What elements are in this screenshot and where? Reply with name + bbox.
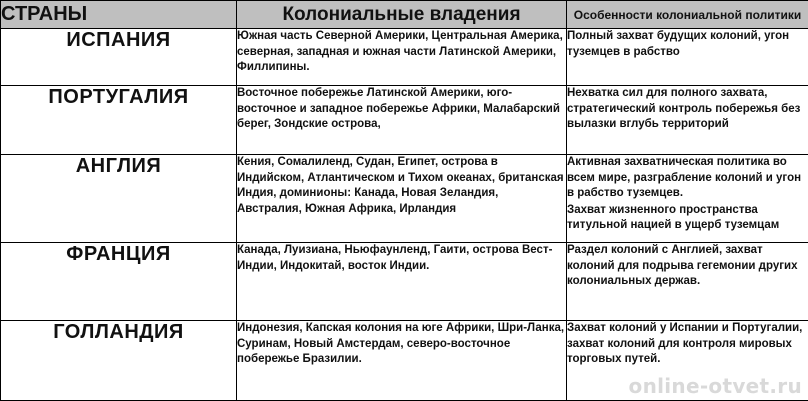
header-holdings: Колониальные владения <box>237 1 567 29</box>
holdings-cell: Кения, Сомалиленд, Судан, Египет, острова в Индийском, Атлантическом и Тихом океанах, британская Индия, доминионы: Канада, Новая Зеландия, Австралия, Южная Африка, Ирландия <box>237 155 567 243</box>
header-countries: СТРАНЫ <box>1 1 237 29</box>
country-cell: ПОРТУГАЛИЯ <box>1 86 237 155</box>
country-cell: ГОЛЛАНДИЯ <box>1 321 237 401</box>
policy-text-extra: Захват жизненного пространства титульной нацией в ущерб туземцам <box>567 203 808 234</box>
table-row <box>1 243 808 321</box>
policy-text: Нехватка сил для полного захвата, стратегический контроль побережья без вылазки вглубь территорий <box>567 87 800 130</box>
country-cell: ИСПАНИЯ <box>1 29 237 86</box>
table-row <box>1 155 808 243</box>
policy-text: Раздел колоний с Англией, захват колоний для подрыва гегемонии других колониальных держав. <box>567 244 798 287</box>
header-row <box>1 1 808 29</box>
holdings-cell: Канада, Луизиана, Ньюфаунленд, Гаити, острова Вест-Индии, Индокитай, восток Индии. <box>237 243 567 321</box>
header-policy: Особенности колониальной политики <box>567 1 808 29</box>
policy-cell <box>567 155 808 243</box>
country-cell: АНГЛИЯ <box>1 155 237 243</box>
policy-text: Захват колоний у Испании и Португалии, захват колоний для контроля мировых торговых путей. <box>567 322 802 365</box>
table-row <box>1 29 808 86</box>
holdings-cell: Восточное побережье Латинской Америки, юго-восточное и западное побережье Африки, Малабарский берег, Зондские острова, <box>237 86 567 155</box>
policy-text: Активная захватническая политика во всем мире, разграбление колоний и угон в рабство туземцев. <box>567 156 801 199</box>
table-row <box>1 86 808 155</box>
holdings-cell: Индонезия, Капская колония на юге Африки, Шри-Ланка, Суринам, Новый Амстердам, северо-восточное побережье Бразилии. <box>237 321 567 401</box>
country-cell: ФРАНЦИЯ <box>1 243 237 321</box>
policy-cell <box>567 243 808 321</box>
policy-text: Полный захват будущих колоний, угон туземцев в рабство <box>567 30 789 58</box>
watermark-text: online-otvet.ru <box>629 374 802 398</box>
holdings-cell: Южная часть Северной Америки, Центральная Америка, северная, западная и южная части Латинской Америки, Филлипины. <box>237 29 567 86</box>
policy-cell <box>567 86 808 155</box>
policy-cell <box>567 29 808 86</box>
